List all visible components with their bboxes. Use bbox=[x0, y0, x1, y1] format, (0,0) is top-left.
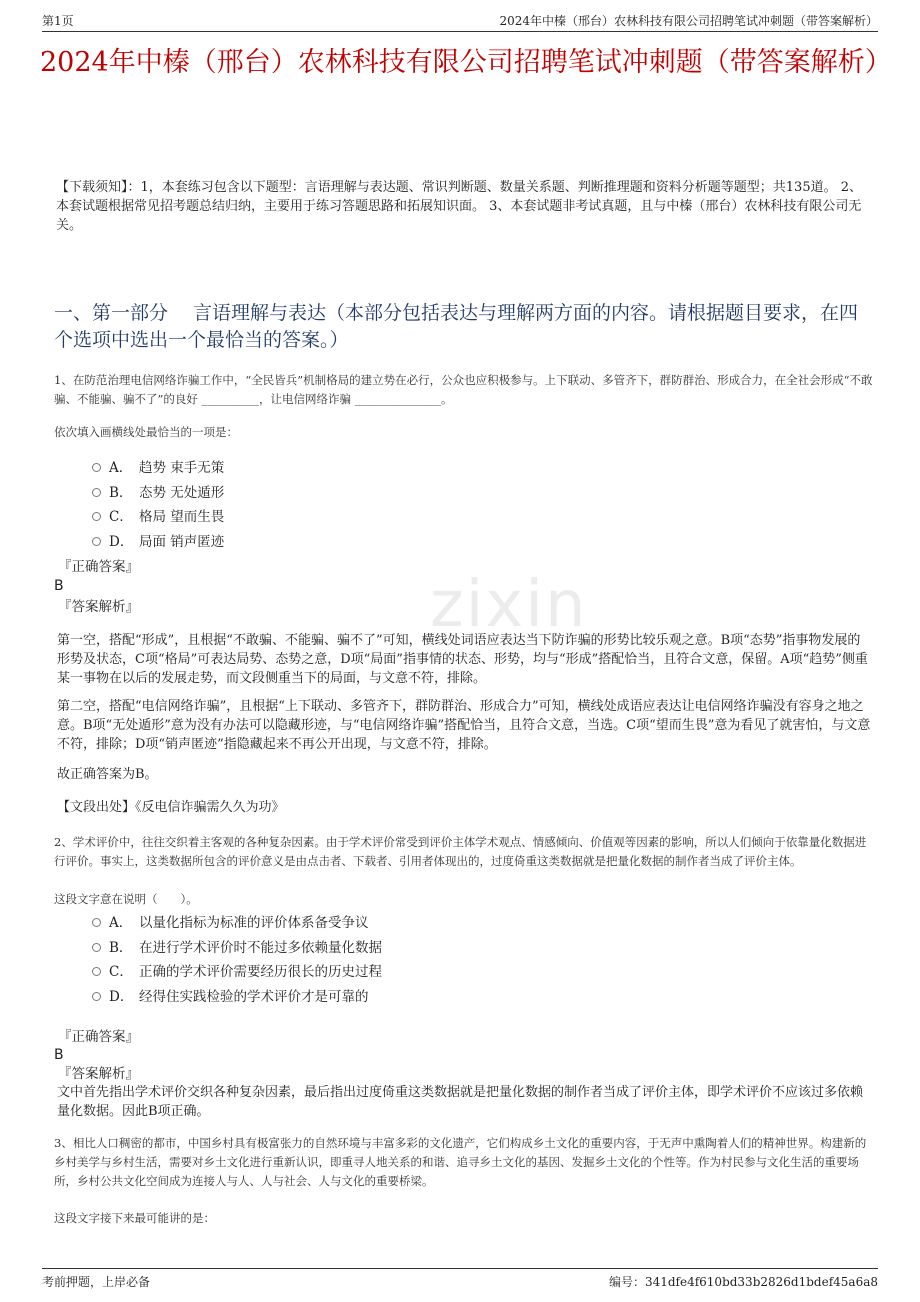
option-letter: B． bbox=[109, 484, 133, 501]
question-2-prompt: 这段文字意在说明（ ）。 bbox=[54, 892, 198, 906]
option-text: 经得住实践检验的学术评价才是可靠的 bbox=[139, 988, 369, 1005]
option-letter: A． bbox=[109, 460, 133, 477]
analysis-label: 『答案解析』 bbox=[58, 1066, 139, 1082]
download-notice: 【下载须知】：1，本套练习包含以下题型：言语理解与表达题、常识判断题、数量关系题、判断推理题和资料分析题等题型；共135道。 2、本套试题根据常见招考题总结归纳，主要用于练习答题思路和拓展知识面。 3、本套试题非考试真题，且与中榛（邢台）农林科技有限公司无关。 bbox=[56, 180, 862, 233]
option-d[interactable] bbox=[92, 983, 382, 1008]
radio-icon[interactable] bbox=[92, 512, 101, 521]
correct-answer-label: 『正确答案』 bbox=[58, 1029, 139, 1045]
option-text: 正确的学术评价需要经历很长的历史过程 bbox=[139, 964, 382, 981]
option-a[interactable] bbox=[92, 454, 224, 479]
option-letter: C． bbox=[109, 509, 133, 526]
option-letter: D． bbox=[109, 988, 134, 1005]
document-title: 2024年中榛（邢台）农林科技有限公司招聘笔试冲刺题（带答案解析） bbox=[40, 47, 892, 78]
footer-slogan: 考前押题，上岸必备 bbox=[42, 1275, 151, 1289]
question-1-options bbox=[92, 454, 224, 552]
question-1-prompt: 依次填入画横线处最恰当的一项是： bbox=[54, 425, 238, 439]
page-header bbox=[42, 10, 878, 32]
footer-doc-id: 编号：341dfe4f610bd33b2826d1bdef45a6a8 bbox=[608, 1275, 878, 1289]
analysis-paragraph: 第一空，搭配“形成”，且根据“不敢骗、不能骗、骗不了”可知，横线处词语应表达当下防诈骗的形势比较乐观之意。B项“态势”指事物发展的形势及状态，C项“格局”可表达局势、态势之意，D项“局面”指事情的状态、形势，均与“形成”搭配恰当，且符合文意，保留。A项“趋势”侧重某一事物在以后的发展走势，而文段侧重当下的局面，与文意不符，排除。 bbox=[57, 633, 868, 686]
correct-answer: B bbox=[54, 1047, 64, 1063]
option-letter: D． bbox=[109, 533, 134, 550]
analysis-conclusion: 故正确答案为B。 bbox=[57, 767, 158, 782]
option-letter: B． bbox=[109, 939, 133, 956]
radio-icon[interactable] bbox=[92, 918, 101, 927]
option-d[interactable] bbox=[92, 528, 224, 553]
section-heading: 一、第一部分 言语理解与表达（本部分包括表达与理解两方面的内容。请根据题目要求，在四个选项中选出一个最恰当的答案。） bbox=[54, 302, 859, 351]
page-footer bbox=[42, 1268, 878, 1292]
option-text: 在进行学术评价时不能过多依赖量化数据 bbox=[139, 939, 382, 956]
option-c[interactable] bbox=[92, 503, 224, 528]
page-number: 第1页 bbox=[42, 14, 74, 28]
question-2-text: 2、学术评价中，往往交织着主客观的各种复杂因素。由于学术评价常受到评价主体学术观点、情感倾向、价值观等因素的影响，所以人们倾向于依靠量化数据进行评价。事实上，这类数据所包含的评价意义是由点击者、下载者、引用者体现出的，过度倚重这类数据就是把量化数据的制作者当成了评价主体。 bbox=[54, 835, 867, 868]
correct-answer: B bbox=[54, 578, 64, 594]
radio-icon[interactable] bbox=[92, 537, 101, 546]
radio-icon[interactable] bbox=[92, 488, 101, 497]
correct-answer-label: 『正确答案』 bbox=[58, 559, 139, 575]
radio-icon[interactable] bbox=[92, 992, 101, 1001]
option-a[interactable] bbox=[92, 909, 382, 934]
option-b[interactable] bbox=[92, 934, 382, 959]
question-2-options bbox=[92, 909, 382, 1007]
question-1-text: 1、在防范治理电信网络诈骗工作中，“全民皆兵”机制格局的建立势在必行，公众也应积极参与。上下联动、多管齐下，群防群治、形成合力，在全社会形成“不敢骗、不能骗、骗不了”的良好 __________，让电信网络诈骗 _______________。 bbox=[54, 373, 873, 406]
option-letter: A． bbox=[109, 915, 133, 932]
radio-icon[interactable] bbox=[92, 967, 101, 976]
option-c[interactable] bbox=[92, 958, 382, 983]
radio-icon[interactable] bbox=[92, 943, 101, 952]
analysis-paragraph: 文中首先指出学术评价交织各种复杂因素，最后指出过度倚重这类数据就是把量化数据的制作者当成了评价主体，即学术评价不应该过多依赖量化数据。因此B项正确。 bbox=[57, 1085, 864, 1119]
option-text: 格局 望而生畏 bbox=[139, 509, 225, 526]
watermark: zixin bbox=[430, 568, 588, 642]
option-text: 态势 无处遁形 bbox=[139, 484, 225, 501]
analysis-label: 『答案解析』 bbox=[58, 599, 139, 615]
analysis-paragraph: 第二空，搭配“电信网络诈骗”，且根据“上下联动、多管齐下，群防群治、形成合力”可知，横线处成语应表达让电信网络诈骗没有容身之地之意。B项“无处遁形”意为没有办法可以隐藏形迹，与“电信网络诈骗”搭配恰当，且符合文意，当选。C项“望而生畏”意为看见了就害怕，与文意不符，排除；D项“销声匿迹”指隐藏起来不再公开出现，与文意不符，排除。 bbox=[57, 699, 871, 752]
header-doc-title: 2024年中榛（邢台）农林科技有限公司招聘笔试冲刺题（带答案解析） bbox=[499, 14, 878, 28]
question-3-text: 3、相比人口稠密的都市，中国乡村具有极富张力的自然环境与丰富多彩的文化遗产，它们构成乡土文化的重要内容，于无声中熏陶着人们的精神世界。构建新的乡村美学与乡村生活，需要对乡土文化进行重新认识，即重寻人地关系的和谐、追寻乡土文化的基因、发掘乡土文化的个性等。作为村民参与文化生活的重要场所，乡村公共文化空间成为连接人与人、人与社会、人与文化的重要桥梁。 bbox=[54, 1136, 867, 1188]
source-citation: 【文段出处】《反电信诈骗需久久为功》 bbox=[57, 800, 285, 815]
option-letter: C． bbox=[109, 964, 133, 981]
radio-icon[interactable] bbox=[92, 463, 101, 472]
option-b[interactable] bbox=[92, 479, 224, 504]
option-text: 趋势 束手无策 bbox=[139, 460, 225, 477]
option-text: 以量化指标为标准的评价体系备受争议 bbox=[139, 915, 369, 932]
question-3-prompt: 这段文字接下来最可能讲的是： bbox=[54, 1211, 215, 1225]
option-text: 局面 销声匿迹 bbox=[139, 533, 225, 550]
